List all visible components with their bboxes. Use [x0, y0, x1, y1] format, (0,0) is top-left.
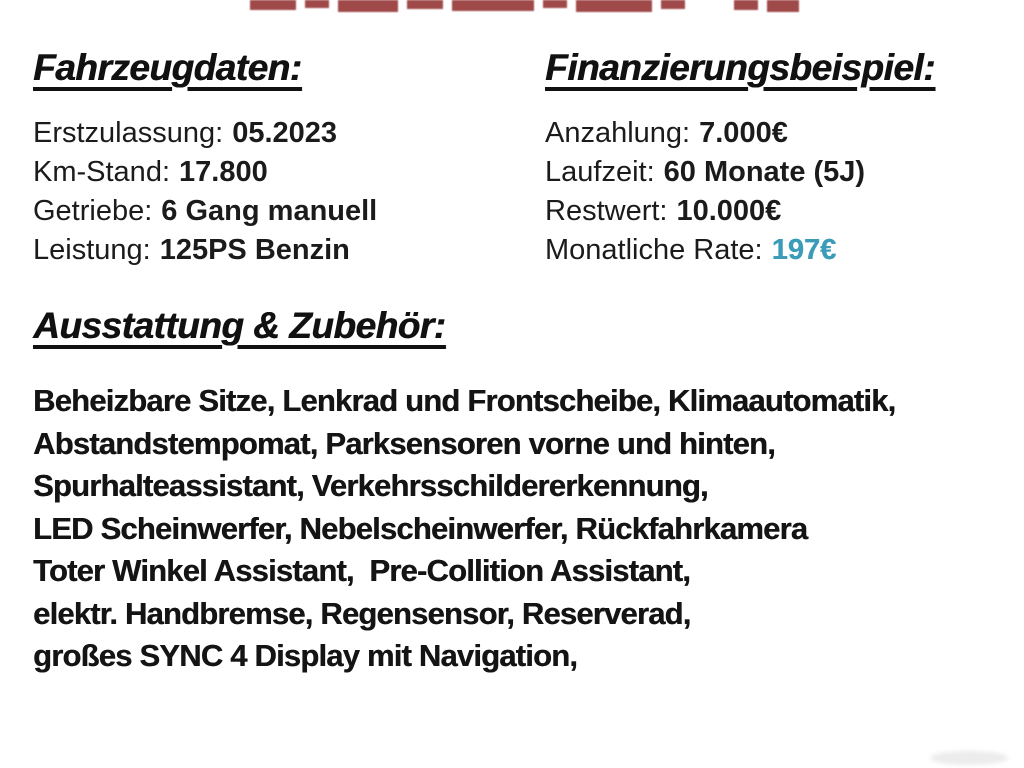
vehicle-data-rows — [33, 114, 513, 270]
row-value: 10.000€ — [676, 195, 782, 227]
vehicle-data-section — [33, 44, 513, 270]
row-value: 60 Monate (5J) — [663, 156, 866, 188]
financing-row-laufzeit — [545, 153, 1005, 192]
vehicle-data-row-kmstand — [33, 153, 513, 192]
monthly-rate-value: 197€ — [771, 234, 837, 266]
equipment-section — [33, 302, 1001, 678]
equipment-line: elektr. Handbremse, Regensensor, Reserverad, — [33, 595, 691, 631]
clipped-red-text-fragment — [250, 0, 799, 12]
text-fragment-blob — [250, 0, 296, 10]
equipment-line: Toter Winkel Assistant, Pre-Collition Assistant, — [33, 553, 690, 588]
text-fragment-blob — [338, 0, 398, 12]
equipment-list — [33, 380, 1001, 678]
financing-rows — [545, 114, 1005, 270]
equipment-line: Spurhalteassistant, Verkehrsschildererkennung, — [33, 468, 708, 503]
financing-row-anzahlung — [545, 114, 1005, 153]
row-value: 6 Gang manuell — [161, 195, 378, 227]
row-label: Leistung: — [33, 234, 151, 266]
corner-smudge — [930, 751, 1008, 765]
row-label: Monatliche Rate: — [545, 234, 763, 266]
vehicle-data-row-getriebe — [33, 192, 513, 231]
equipment-line: Abstandstempomat, Parksensoren vorne und hinten, — [33, 425, 775, 461]
row-label: Getriebe: — [33, 195, 153, 227]
text-fragment-blob — [543, 0, 567, 8]
row-value: 05.2023 — [232, 117, 338, 149]
financing-row-restwert — [545, 192, 1005, 231]
vehicle-data-row-erstzulassung — [33, 114, 513, 153]
text-fragment-blob — [734, 0, 758, 10]
equipment-line: großes SYNC 4 Display mit Navigation, — [33, 638, 578, 673]
financing-heading: Finanzierungsbeispiel: — [545, 47, 935, 88]
text-fragment-blob — [767, 0, 799, 12]
equipment-line: Beheizbare Sitze, Lenkrad und Frontscheibe, Klimaautomatik, — [33, 383, 896, 418]
row-label: Restwert: — [545, 195, 668, 227]
text-fragment-blob — [305, 0, 329, 8]
row-label: Erstzulassung: — [33, 117, 224, 149]
text-fragment-blob — [661, 0, 685, 9]
equipment-line: LED Scheinwerfer, Nebelscheinwerfer, Rückfahrkamera — [33, 510, 808, 546]
row-value: 7.000€ — [699, 117, 788, 149]
row-label: Anzahlung: — [545, 117, 691, 149]
row-label: Laufzeit: — [545, 156, 655, 188]
financing-section — [545, 44, 1005, 270]
text-fragment-blob — [407, 0, 443, 9]
vehicle-data-heading: Fahrzeugdaten: — [33, 47, 302, 88]
row-value: 17.800 — [179, 156, 268, 188]
vehicle-data-row-leistung — [33, 231, 513, 270]
text-fragment-blob — [576, 0, 652, 12]
financing-row-monatliche-rate — [545, 231, 1005, 270]
row-value: 125PS Benzin — [159, 234, 350, 266]
row-label: Km-Stand: — [33, 156, 170, 188]
equipment-heading: Ausstattung & Zubehör: — [33, 305, 446, 346]
text-fragment-blob — [452, 0, 534, 11]
